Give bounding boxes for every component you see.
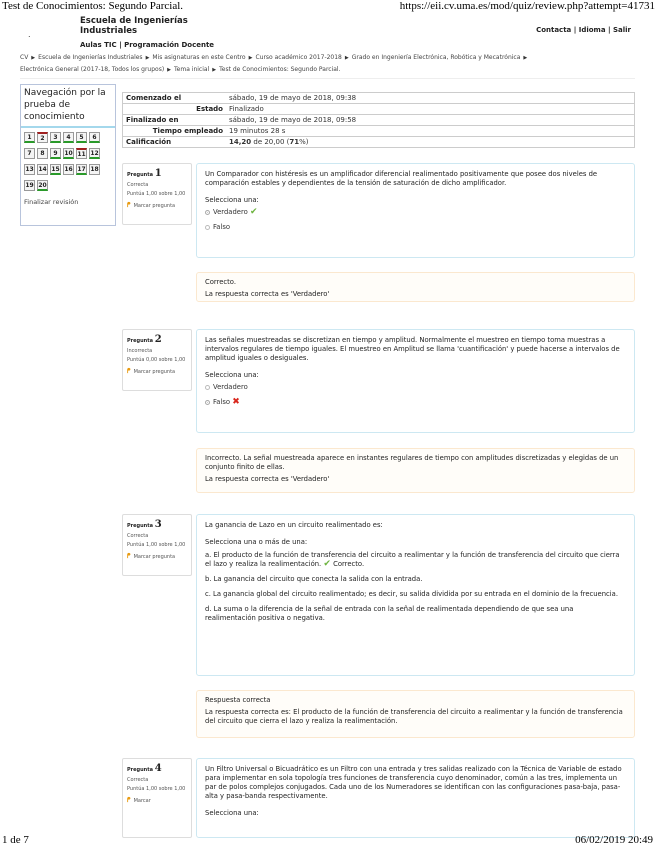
option-c[interactable]: c. La ganancia global del circuito realimentado; es decir, su salida dividida por su entrada en el dominio de la frecuencia. [205,590,618,598]
option-falso[interactable]: Falso ✖ [205,398,626,407]
question-prompt: Selecciona una: [205,809,259,817]
quiz-navigation [20,84,116,226]
quiz-nav-button-1[interactable]: 1 [24,132,35,143]
flag-question-button[interactable]: ᖰ Marcar pregunta [127,367,176,375]
option-verdadero[interactable]: Verdadero [205,383,626,392]
question-2-content [196,329,635,433]
question-prompt: Selecciona una: [205,371,259,379]
option-falso[interactable]: Falso [205,223,626,232]
breadcrumb-separator-icon: ▶ [145,55,150,61]
breadcrumb-item[interactable]: Electrónica General (2017-18, Todos los grupos) [20,66,165,73]
question-3-content [196,514,635,676]
option-verdadero[interactable]: Verdadero ✔ [205,208,626,217]
question-4-info: Pregunta 4 Correcta Puntúa 1,00 sobre 1,00 ᖰ Marcar [122,758,192,838]
question-2-feedback: Incorrecto. La señal muestreada aparece en instantes regulares de tiempo con amplitudes discretizadas y elegidas de un conjunto finito de ellas. La respuesta correcta es 'Verdadero' [196,448,635,493]
question-3-feedback: Respuesta correcta La respuesta correcta es: El producto de la función de transferencia del circuito a realimentar y la función de transferencia del circuito que cierra el lazo y realiza la realimentación. [196,690,635,738]
question-text: Un Comparador con histéresis es un amplificador diferencial realimentado positivamente que posee dos niveles de comparación estables y dependientes de la tensión de saturación de dicho amplificador. [205,170,598,187]
check-icon: ✔ [249,207,258,217]
print-page-number: 1 de 7 [2,834,29,846]
breadcrumb-separator-icon: ▶ [167,67,172,73]
radio-selected[interactable] [205,400,210,405]
breadcrumb-separator-icon: ▶ [31,55,36,61]
question-text: La ganancia de Lazo en un circuito realimentado es: [205,521,383,529]
question-grade: Puntúa 0,00 sobre 1,00 [127,357,186,363]
breadcrumb-item[interactable]: Mis asignaturas en este Centro [152,54,246,61]
flag-icon: ᖰ [127,552,131,560]
question-1-content [196,163,635,258]
flag-icon: ᖰ [127,367,131,375]
print-title: Test de Conocimientos: Segundo Parcial. [2,0,184,12]
question-state: Correcta [127,777,149,783]
breadcrumb-separator-icon: ▶ [344,55,349,61]
question-prompt: Selecciona una o más de una: [205,538,308,546]
quiz-navigation-title: Navegación por la prueba de conocimiento [21,85,115,128]
question-prompt: Selecciona una: [205,196,259,204]
check-icon: ✔ [323,559,331,569]
quiz-nav-button-12[interactable]: 12 [90,150,99,157]
flag-question-button[interactable]: ᖰ Marcar [127,796,151,804]
breadcrumb-item[interactable]: CV [20,54,29,61]
quiz-nav-button-8[interactable]: 8 [37,148,48,159]
question-4-content [196,758,635,838]
quiz-nav-button-2[interactable]: 2 [37,132,48,143]
option-a[interactable]: a. El producto de la función de transferencia del circuito a realimentar y la función de transferencia del circuito que cierra el lazo y realiza la realimentación. ✔ Correcto. [205,551,620,569]
breadcrumb-item[interactable]: Tema inicial [174,66,210,73]
summary-row-grade: Calificación 14,20 de 20,00 (71%) [123,137,635,148]
flag-icon: ᖰ [127,796,131,804]
question-2-info: Pregunta 2 Incorrecta Puntúa 0,00 sobre 1,00 ᖰ Marcar pregunta [122,329,192,391]
question-grade: Puntúa 1,00 sobre 1,00 [127,191,186,197]
sub-links[interactable]: Aulas TIC | Programación Docente [80,41,215,49]
question-state: Incorrecta [127,348,153,354]
site-header [20,14,635,52]
print-header [0,0,655,14]
flag-question-button[interactable]: ᖰ Marcar pregunta [127,552,176,560]
quiz-nav-button-7[interactable]: 7 [24,148,35,159]
radio[interactable] [205,385,210,390]
attempt-summary [122,92,635,148]
summary-row-time: Tiempo empleado 19 minutos 28 s [123,126,635,137]
radio-selected[interactable] [205,210,210,215]
quiz-nav-button-17[interactable]: 17 [77,166,86,173]
quiz-nav-button-6[interactable]: 6 [89,132,100,143]
flag-icon: ᖰ [127,201,131,209]
flag-question-button[interactable]: ᖰ Marcar pregunta [127,201,176,209]
quiz-nav-button-4[interactable]: 4 [63,132,74,143]
quiz-nav-button-13[interactable]: 13 [25,166,34,173]
print-datetime: 06/02/2019 20:49 [575,834,653,846]
question-text: Un Filtro Universal o Bicuadrático es un Filtro con una entrada y tres salidas realizado con la Técnica de Variable de estado para implementar en sola topología tres funciones de transferencia cuyo denominador, común a las tres, implementa un par de polos complejos conjugados. Cada uno de los Numeradores se identifican con las configuraciones pasa-baja, pasa-alta y pasa-banda respectivamente. [205,765,622,800]
quiz-nav-button-20[interactable]: 20 [38,182,47,189]
summary-row-state: Estado Finalizado [123,104,635,115]
quiz-nav-button-16[interactable]: 16 [64,166,73,173]
breadcrumb-separator-icon: ▶ [212,67,217,73]
option-b[interactable]: b. La ganancia del circuito que conecta la salida con la entrada. [205,575,423,583]
question-grade: Puntúa 1,00 sobre 1,00 [127,786,186,792]
quiz-nav-button-19[interactable]: 19 [25,182,34,189]
question-text: Las señales muestreadas se discretizan en tiempo y amplitud. Normalmente el muestreo en tiempo toma muestras a intervalos regulares de tiempo iguales. El muestreo en Amplitud se llama 'cuantificación' y puede hacerse a intervalos de amplitud iguales o desiguales. [205,336,620,362]
quiz-nav-button-11[interactable]: 11 [76,148,87,159]
breadcrumb [20,52,635,79]
quiz-nav-button-15[interactable]: 15 [51,166,60,173]
question-state: Correcta [127,182,149,188]
finish-review-link[interactable]: Finalizar revisión [24,198,79,206]
summary-row-started: Comenzado el sábado, 19 de mayo de 2018, 09:38 [123,93,635,104]
quiz-nav-buttons [21,128,117,196]
breadcrumb-item[interactable]: Escuela de Ingenierías Industriales [38,54,143,61]
breadcrumb-item[interactable]: Grado en Ingeniería Electrónica, Robótica y Mecatrónica [351,54,521,61]
quiz-nav-button-18[interactable]: 18 [90,166,99,173]
quiz-nav-button-5[interactable]: 5 [76,132,87,143]
question-1-feedback: Correcto. La respuesta correcta es 'Verdadero' [196,272,635,302]
cross-icon: ✖ [232,397,240,407]
breadcrumb-separator-icon: ▶ [248,55,253,61]
quiz-nav-button-3[interactable]: 3 [50,132,61,143]
quiz-nav-button-9[interactable]: 9 [50,148,61,159]
school-name[interactable]: Escuela de Ingenierías Industriales [80,16,188,36]
top-links[interactable]: Contacta | Idioma | Salir [536,26,631,34]
quiz-nav-button-14[interactable]: 14 [38,166,47,173]
radio[interactable] [205,225,210,230]
question-state: Correcta [127,533,149,539]
breadcrumb-separator-icon: ▶ [523,55,528,61]
question-grade: Puntúa 1,00 sobre 1,00 [127,542,186,548]
print-url: https://eii.cv.uma.es/mod/quiz/review.php?attempt=41731 [399,0,655,12]
question-1-info: Pregunta 1 Correcta Puntúa 1,00 sobre 1,00 ᖰ Marcar pregunta [122,163,192,225]
logo-placeholder: . [28,30,31,39]
breadcrumb-item[interactable]: Curso académico 2017-2018 [255,54,342,61]
option-d[interactable]: d. La suma o la diferencia de la señal de entrada con la señal de realimentada dependiendo de que sea una realimentación positiva o negativa. [205,605,574,622]
breadcrumb-item-current: Test de Conocimientos: Segundo Parcial. [219,66,341,73]
quiz-nav-button-10[interactable]: 10 [64,150,73,157]
print-footer [0,834,655,848]
question-3-info: Pregunta 3 Correcta Puntúa 1,00 sobre 1,00 ᖰ Marcar pregunta [122,514,192,576]
summary-row-finished: Finalizado en sábado, 19 de mayo de 2018, 09:58 [123,115,635,126]
